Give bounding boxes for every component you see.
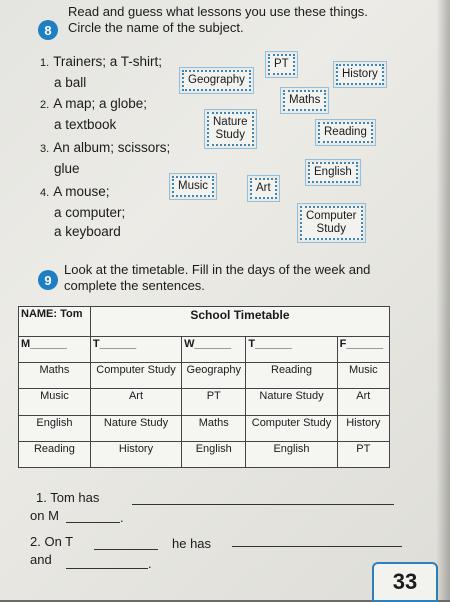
day-header-4[interactable]: T______: [246, 336, 337, 362]
table-cell: PT: [182, 389, 246, 415]
task-4-number: 4.: [40, 187, 50, 199]
task-3-line1: An album; scissors;: [53, 140, 171, 155]
task-1-number: 1.: [40, 57, 50, 69]
sentence-2-end: .: [148, 556, 152, 571]
table-row: [19, 363, 390, 389]
table-cell: Computer Study: [246, 415, 337, 441]
task-2-number: 2.: [40, 99, 50, 111]
table-cell: Maths: [182, 415, 246, 441]
subject-tag-reading[interactable]: Reading: [318, 122, 373, 143]
table-cell: Reading: [19, 441, 91, 467]
task-3: [40, 138, 170, 178]
task-1-line2: a ball: [54, 75, 87, 90]
table-row: [19, 441, 390, 467]
table-row: [19, 415, 390, 441]
timetable-title: School Timetable: [90, 307, 389, 337]
page-edge-shadow: [436, 0, 450, 600]
sentence-1-on: on M: [30, 508, 59, 523]
table-cell: History: [337, 415, 389, 441]
sentence-1-blank-1[interactable]: [132, 504, 394, 505]
exercise-9-instruction-1: Look at the timetable. Fill in the days of the week and: [64, 262, 371, 277]
timetable-name-label: NAME: Tom: [19, 307, 91, 337]
table-cell: History: [90, 441, 181, 467]
timetable-days-row: [19, 336, 390, 362]
sentence-2-blank-2[interactable]: [232, 546, 402, 547]
timetable-header-row: [19, 307, 390, 337]
sentence-1-blank-2[interactable]: [66, 522, 120, 523]
task-4-line3: a keyboard: [54, 224, 121, 239]
task-2: [40, 94, 147, 134]
subject-tag-computer-study[interactable]: Computer Study: [300, 206, 363, 240]
task-3-line2: glue: [54, 161, 80, 176]
subject-tag-art[interactable]: Art: [250, 178, 277, 199]
day-header-1[interactable]: M______: [19, 336, 91, 362]
table-cell: Music: [337, 363, 389, 389]
task-1: [40, 52, 162, 92]
table-cell: Computer Study: [90, 363, 181, 389]
school-timetable: [18, 306, 390, 468]
subject-tag-history[interactable]: History: [336, 64, 384, 85]
subject-tag-maths[interactable]: Maths: [283, 90, 326, 111]
subject-tag-pt[interactable]: PT: [268, 54, 295, 75]
task-4-line2: a computer;: [54, 205, 126, 220]
day-header-5[interactable]: F______: [337, 336, 389, 362]
table-cell: English: [246, 441, 337, 467]
subject-tag-music[interactable]: Music: [172, 176, 214, 197]
table-cell: Reading: [246, 363, 337, 389]
table-cell: Art: [90, 389, 181, 415]
sentence-2-he-has: he has: [172, 536, 212, 551]
sentence-2-start: 2. On T: [30, 534, 74, 549]
exercise-8-instruction-2: Circle the name of the subject.: [68, 20, 244, 35]
page-number: 33: [372, 562, 438, 602]
table-cell: PT: [337, 441, 389, 467]
table-row: [19, 389, 390, 415]
table-cell: Geography: [182, 363, 246, 389]
subject-tag-geography[interactable]: Geography: [182, 70, 251, 91]
subject-tag-nature-study[interactable]: Nature Study: [207, 112, 254, 146]
day-header-3[interactable]: W______: [182, 336, 246, 362]
exercise-9-badge: 9: [38, 270, 58, 290]
table-cell: Nature Study: [246, 389, 337, 415]
exercise-8-instruction-1: Read and guess what lessons you use these things.: [68, 4, 368, 19]
table-cell: Art: [337, 389, 389, 415]
task-2-line2: a textbook: [54, 117, 117, 132]
table-cell: Music: [19, 389, 91, 415]
subject-tag-english[interactable]: English: [308, 162, 358, 183]
sentence-1-start: 1. Tom has: [36, 490, 100, 505]
sentence-2-blank-1[interactable]: [94, 549, 158, 550]
sentence-2-and: and: [30, 552, 52, 567]
exercise-8-badge: 8: [38, 20, 58, 40]
task-3-number: 3.: [40, 143, 50, 155]
table-cell: Nature Study: [90, 415, 181, 441]
task-1-line1: Trainers; a T-shirt;: [53, 54, 162, 69]
task-2-line1: A map; a globe;: [53, 96, 148, 111]
day-header-2[interactable]: T______: [90, 336, 181, 362]
task-4: [40, 182, 125, 241]
task-4-line1: A mouse;: [53, 184, 110, 199]
table-cell: English: [19, 415, 91, 441]
sentence-2-blank-3[interactable]: [66, 568, 148, 569]
exercise-9-instruction-2: complete the sentences.: [64, 278, 205, 293]
table-cell: Maths: [19, 363, 91, 389]
sentence-1-end: .: [120, 510, 124, 525]
table-cell: English: [182, 441, 246, 467]
